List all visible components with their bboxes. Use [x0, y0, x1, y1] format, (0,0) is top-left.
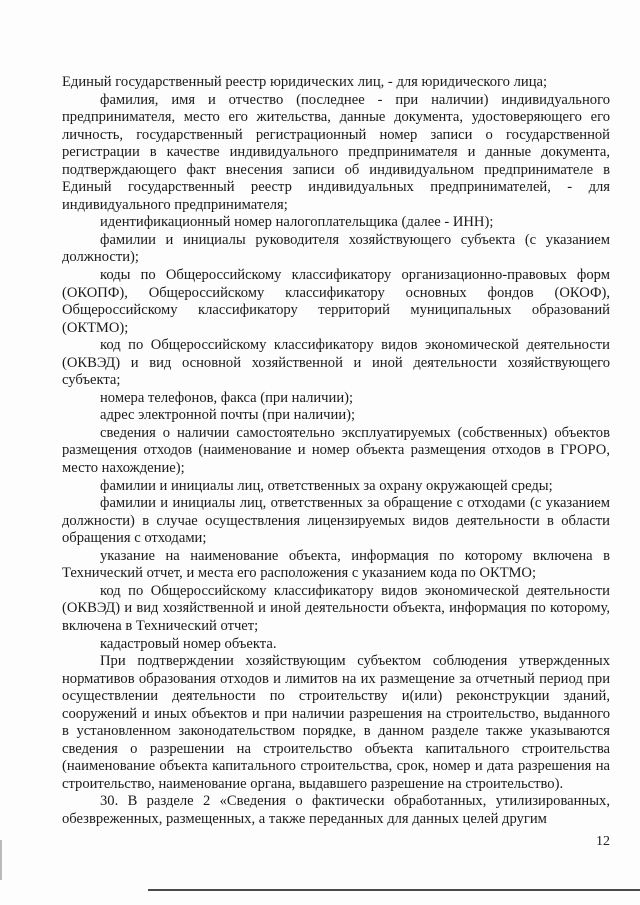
paragraph-16: 30. В разделе 2 «Сведения о фактически обработанных, утилизированных, обезвреженных, размещенных, а также переданных для данных целей другим [62, 793, 610, 827]
page-number: 12 [596, 834, 610, 849]
paragraph-11: фамилии и инициалы лиц, ответственных за обращение с отходами (с указанием должности) в случае осуществления лицензируемых видов деятельности в области обращения с отходами; [62, 495, 610, 547]
paragraph-10: фамилии и инициалы лиц, ответственных за охрану окружающей среды; [100, 477, 553, 494]
scan-edge-line [148, 889, 640, 891]
paragraph-5: коды по Общероссийскому классификатору организационно-правовых форм (ОКОПФ), Общероссийскому классификатору основных фондов (ОКОФ), Общероссийскому классификатору территорий муниципальных образований (ОКТМО); [62, 267, 610, 336]
paragraph-12: указание на наименование объекта, информация по которому включена в Технический отчет, и места его расположения с указанием кода по ОКТМО; [62, 547, 610, 582]
document-body [62, 74, 610, 829]
paragraph-7: номера телефонов, факса (при наличии); [100, 389, 354, 406]
paragraph-13: код по Общероссийскому классификатору видов экономической деятельности (ОКВЭД) и вид хозяйственной и иной деятельности объекта, информация по которому, включена в Технический отчет; [62, 582, 610, 634]
paragraph-8: адрес электронной почты (при наличии); [100, 407, 356, 424]
paragraph-1: Единый государственный реестр юридических лиц, - для юридического лица; [62, 74, 548, 90]
paragraph-15: При подтверждении хозяйствующим субъектом соблюдения утвержденных нормативов образования отходов и лимитов на их размещение за отчетный период при осуществлении деятельности по строительству и(или) реконструкции зданий, сооружений и иных объектов и при наличии разрешения на строительство, выданного в установленном законодательством порядке, в данном разделе также указываются сведения о разрешении на строительство объекта капитального строительства (наименование объекта капитального строительства, срок, номер и дата разрешения на строительство, наименование органа, выдавшего разрешение на строительство). [62, 653, 610, 792]
paragraph-14: кадастровый номер объекта. [100, 635, 277, 652]
scan-edge-mark [0, 840, 2, 880]
paragraph-3: идентификационный номер налогоплательщика (далее - ИНН); [100, 214, 494, 231]
paragraph-4: фамилии и инициалы руководителя хозяйствующего субъекта (с указанием должности); [62, 231, 610, 266]
paragraph-2: фамилия, имя и отчество (последнее - при наличии) индивидуального предпринимателя, место его жительства, данные документа, удостоверяющего его личность, государственный регистрационный номер записи о государственной регистрации в качестве индивидуального предпринимателя и данные документа, подтверждающего факт внесения записи об индивидуальном предпринимателе в Единый государственный реестр индивидуальных предпринимателей, - для индивидуального предпринимателя; [62, 91, 610, 213]
paragraph-9: сведения о наличии самостоятельно эксплуатируемых (собственных) объектов размещения отходов (наименование и номер объекта размещения отходов в ГРОРО, место нахождение); [62, 424, 610, 477]
paragraph-6: код по Общероссийскому классификатору видов экономической деятельности (ОКВЭД) и вид основной хозяйственной и иной деятельности хозяйствующего субъекта; [62, 337, 610, 389]
